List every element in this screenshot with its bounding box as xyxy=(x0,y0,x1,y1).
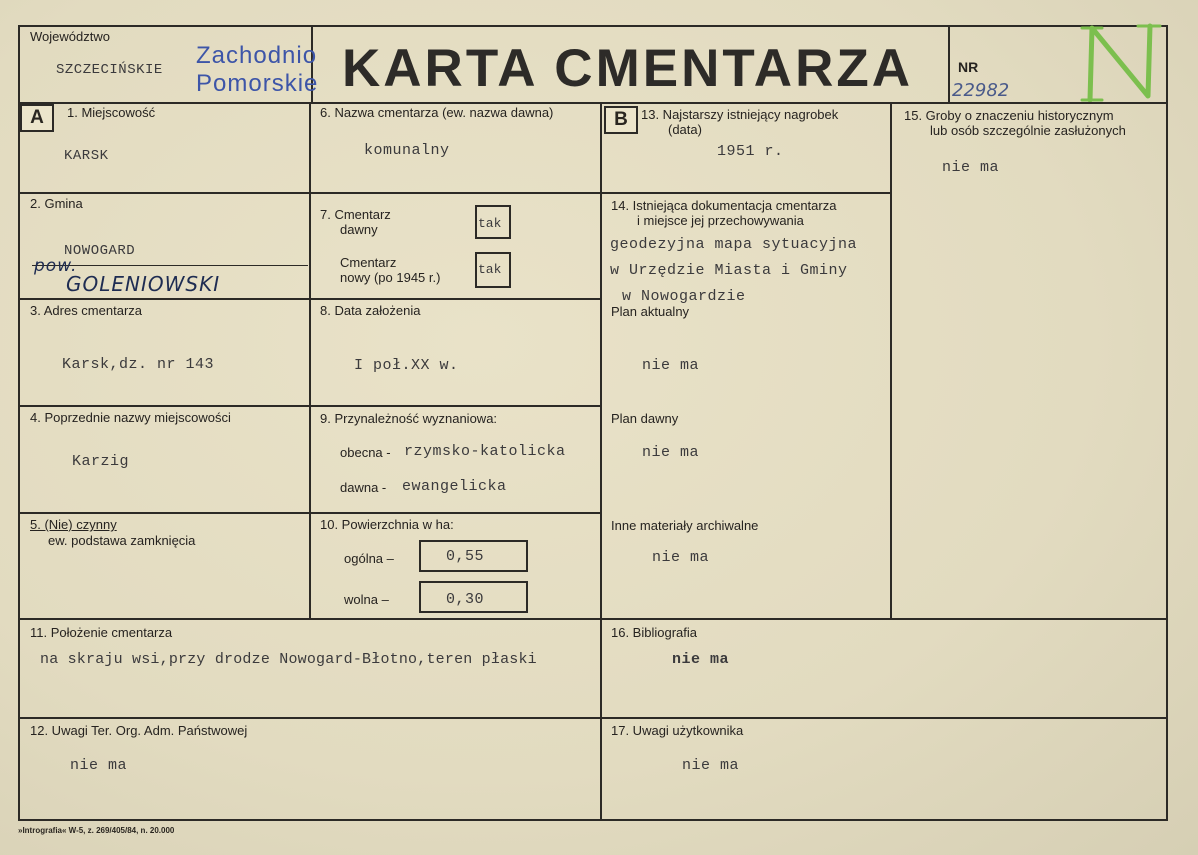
field-2-value: NOWOGARD xyxy=(64,243,136,259)
field-14-value-line1: geodezyjna mapa sytuacyjna xyxy=(610,236,858,253)
field-5-sublabel: ew. podstawa zamknięcia xyxy=(48,533,196,548)
wojewodztwo-label: Województwo xyxy=(30,29,110,44)
field-9-dawna-value: ewangelicka xyxy=(402,478,507,495)
printer-imprint: »Intrografia« W-5, z. 269/405/84, n. 20.000 xyxy=(18,826,175,835)
col-divider-2 xyxy=(600,102,602,819)
field-10-wolna-label: wolna – xyxy=(344,592,389,607)
frame-right xyxy=(1166,25,1168,821)
row-line-a2 xyxy=(18,298,602,300)
field-7-dawny-value: tak xyxy=(478,216,502,231)
field-6-value: komunalny xyxy=(364,142,450,159)
inne-materialy-value: nie ma xyxy=(652,549,710,566)
inne-materialy-label: Inne materiały archiwalne xyxy=(611,518,759,533)
field-6-label: 6. Nazwa cmentarza (ew. nazwa dawna) xyxy=(320,105,554,120)
field-17-label: 17. Uwagi użytkownika xyxy=(611,723,744,738)
field-16-value: nie ma xyxy=(672,651,730,668)
field-10-ogolna-label: ogólna – xyxy=(344,551,394,566)
field-10-wolna-value: 0,30 xyxy=(446,591,485,608)
nr-label: NR xyxy=(958,59,979,75)
field-7-label-dawny-1: 7. Cmentarz xyxy=(320,207,391,222)
field-2-label: 2. Gmina xyxy=(30,196,83,211)
row-line-bottom xyxy=(18,717,1168,719)
field-1-value: KARSK xyxy=(64,148,109,164)
header-divider-2 xyxy=(948,25,950,103)
field-9-dawna-label: dawna - xyxy=(340,480,387,495)
nr-value: 22982 xyxy=(952,80,1010,101)
field-4-value: Karzig xyxy=(72,453,130,470)
row-line-a4 xyxy=(18,512,602,514)
field-7-label-dawny-2: dawny xyxy=(340,222,378,237)
field-2-hand-value: GOLENIOWSKI xyxy=(66,272,221,296)
field-9-obecna-value: rzymsko-katolicka xyxy=(404,443,566,460)
field-12-label: 12. Uwagi Ter. Org. Adm. Państwowej xyxy=(30,723,248,738)
frame-left xyxy=(18,25,20,821)
field-14-value-line2: w Urzędzie Miasta i Gminy xyxy=(610,262,848,279)
field-3-value: Karsk,dz. nr 143 xyxy=(62,356,215,373)
region-stamp-line2: Pomorskie xyxy=(196,70,319,97)
plan-aktualny-value: nie ma xyxy=(642,357,700,374)
plan-dawny-label: Plan dawny xyxy=(611,411,679,426)
field-13-label: 13. Najstarszy istniejący nagrobek xyxy=(641,107,839,122)
field-10-ogolna-value: 0,55 xyxy=(446,548,485,565)
section-a-marker: A xyxy=(20,104,54,132)
plan-aktualny-label: Plan aktualny xyxy=(611,304,690,319)
field-17-value: nie ma xyxy=(682,757,740,774)
field-15-label: 15. Groby o znaczeniu historycznym xyxy=(904,108,1114,123)
plan-dawny-value: nie ma xyxy=(642,444,700,461)
col-divider-1 xyxy=(309,102,311,619)
header-bottom-line xyxy=(18,102,1168,104)
row-line-mid xyxy=(18,618,1168,620)
field-11-value: na skraju wsi,przy drodze Nowogard-Błotno,teren płaski xyxy=(40,651,537,668)
row-line-a1 xyxy=(18,192,602,194)
field-16-label: 16. Bibliografia xyxy=(611,625,697,640)
row-line-b1 xyxy=(600,192,892,194)
field-7-nowy-value: tak xyxy=(478,262,502,277)
field-15-value: nie ma xyxy=(942,159,1000,176)
page-title: KARTA CMENTARZA xyxy=(342,39,913,98)
field-15-sublabel: lub osób szczególnie zasłużonych xyxy=(930,123,1126,138)
field-7-label-nowy-1: Cmentarz xyxy=(340,255,397,270)
field-5-label: 5. (Nie) czynny xyxy=(30,517,117,532)
n-letter-mark xyxy=(1078,22,1164,102)
frame-bottom xyxy=(18,819,1168,821)
field-14-value-line3: w Nowogardzie xyxy=(622,288,746,305)
field-9-obecna-label: obecna - xyxy=(340,445,391,460)
frame-top xyxy=(18,25,1168,27)
field-7-label-nowy-2: nowy (po 1945 r.) xyxy=(340,270,441,285)
field-3-label: 3. Adres cmentarza xyxy=(30,303,142,318)
field-13-sublabel: (data) xyxy=(668,122,702,137)
field-1-label: 1. Miejscowość xyxy=(67,105,156,120)
section-b-marker: B xyxy=(604,106,638,134)
region-stamp-line1: Zachodnio xyxy=(196,42,318,69)
field-10-label: 10. Powierzchnia w ha: xyxy=(320,517,454,532)
field-4-label: 4. Poprzednie nazwy miejscowości xyxy=(30,410,231,425)
field-13-value: 1951 r. xyxy=(717,143,784,160)
wojewodztwo-value: SZCZECIŃSKIE xyxy=(56,62,163,78)
field-2-hand-prefix: pow. xyxy=(34,256,78,276)
field-8-label: 8. Data założenia xyxy=(320,303,421,318)
field-14-sublabel: i miejsce jej przechowywania xyxy=(637,213,804,228)
field-8-value: I poł.XX w. xyxy=(354,357,459,374)
field-12-value: nie ma xyxy=(70,757,128,774)
field-11-label: 11. Położenie cmentarza xyxy=(30,625,173,640)
row-line-a3 xyxy=(18,405,602,407)
field-9-label: 9. Przynależność wyznaniowa: xyxy=(320,411,498,426)
field-14-label: 14. Istniejąca dokumentacja cmentarza xyxy=(611,198,837,213)
col-divider-3 xyxy=(890,102,892,619)
